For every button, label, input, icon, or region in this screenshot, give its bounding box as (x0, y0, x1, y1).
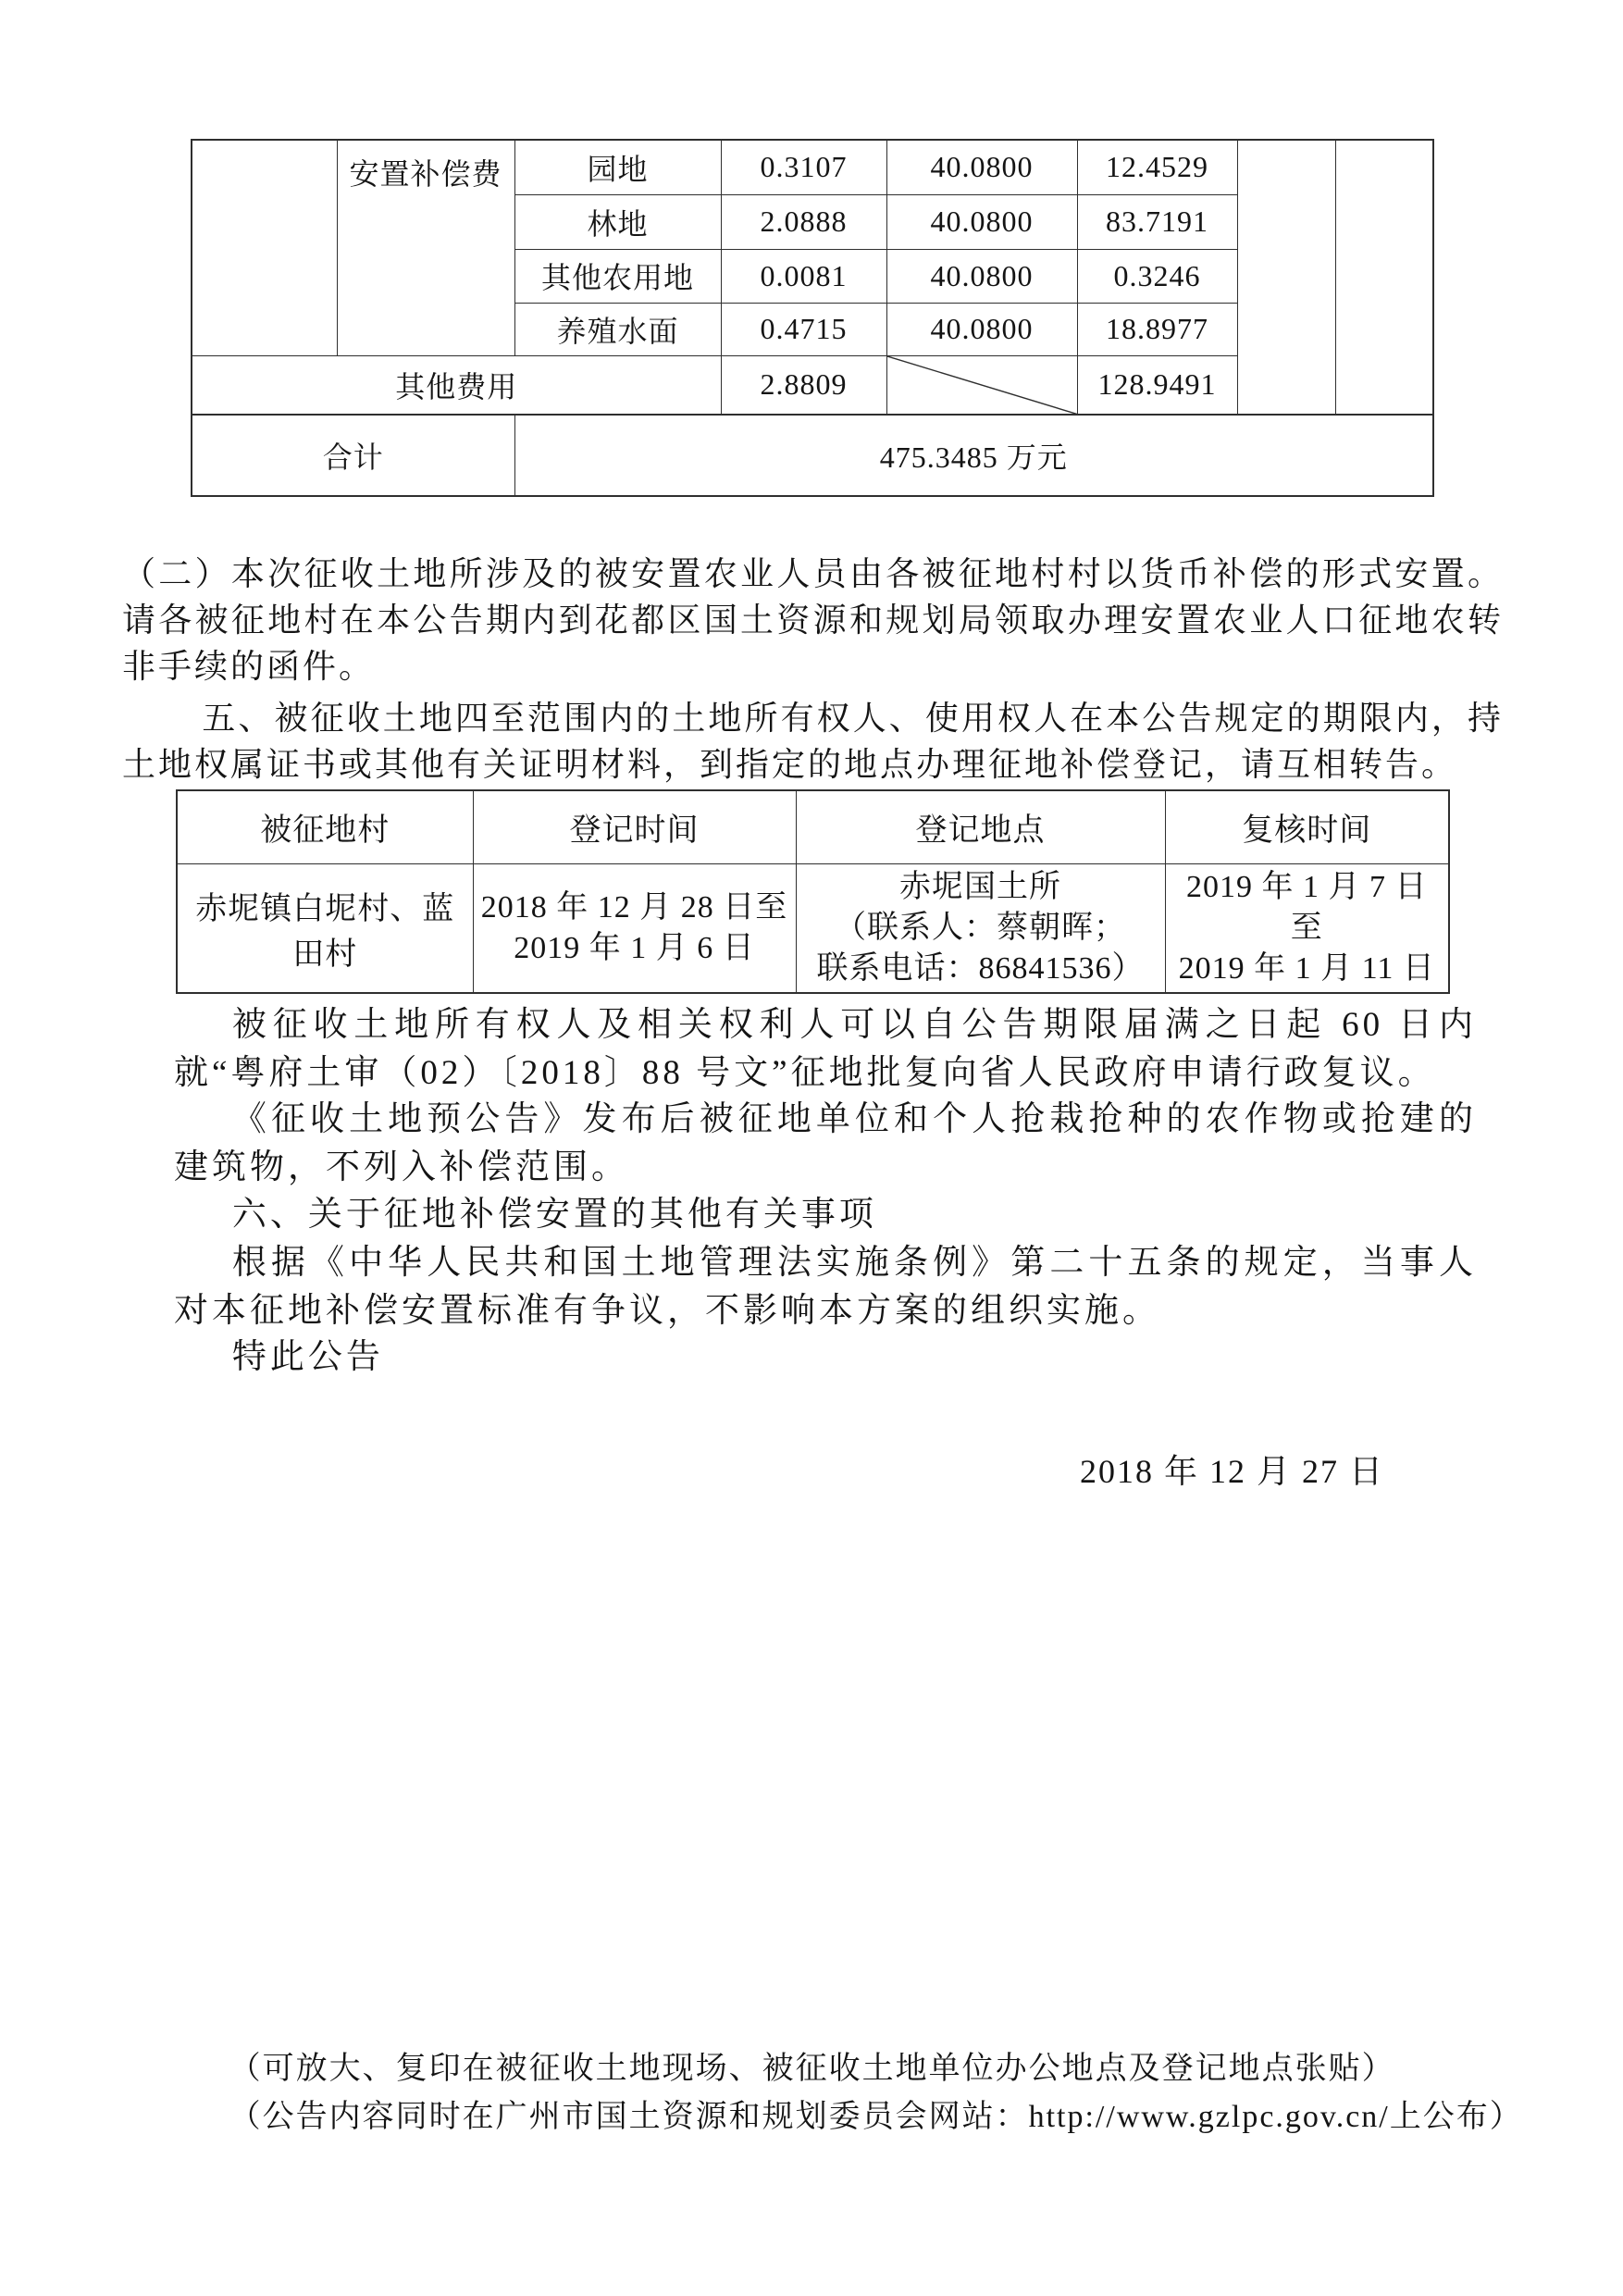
footnote-posting: （可放大、复印在被征收土地现场、被征收土地单位办公地点及登记地点张贴） (229, 2052, 1395, 2086)
paragraph-section-five: 五、被征收土地四至范围内的土地所有权人、使用权人在本公告规定的期限内，持土地权属证书或其他有关证明材料，到指定的地点办理征地补偿登记，请互相转告。 (122, 700, 1504, 783)
land-type-cell: 园地 (514, 140, 721, 194)
registration-place-cell (796, 863, 1165, 993)
total-value: 475.3485 万元 (514, 415, 1433, 496)
blank-cell (1335, 140, 1433, 415)
land-type-cell: 林地 (514, 194, 721, 249)
resettlement-fee-label: 安置补偿费 (337, 140, 514, 355)
blank-cell (192, 140, 337, 355)
standard-cell: 40.0800 (886, 140, 1077, 194)
review-time-cell (1165, 863, 1449, 993)
registration-header-row (177, 790, 1449, 863)
amount-cell: 12.4529 (1077, 140, 1237, 194)
standard-cell: 40.0800 (886, 249, 1077, 303)
area-cell: 0.0081 (721, 249, 886, 303)
paragraph-review-rights: 被征收土地所有权人及相关权利人可以自公告期限届满之日起 60 日内就“粤府土审（02）〔2018〕88 号文”征地批复向省人民政府申请行政复议。 (174, 1006, 1477, 1092)
land-type-cell: 养殖水面 (514, 303, 721, 355)
header-registration-place: 登记地点 (796, 790, 1165, 863)
other-fees-amount: 128.9491 (1077, 355, 1237, 415)
table-row (192, 140, 1433, 194)
footnotes (122, 2045, 1523, 2141)
paragraph-legal-basis: 根据《中华人民共和国土地管理法实施条例》第二十五条的规定，当事人对本征地补偿安置标准有争议，不影响本方案的组织实施。 (174, 1244, 1477, 1330)
registration-table (176, 789, 1450, 994)
review-time-line: 2019 年 1 月 11 日 (1178, 950, 1435, 986)
amount-cell: 83.7191 (1077, 194, 1237, 249)
compensation-table (191, 139, 1434, 497)
registration-time-line: 2018 年 12 月 28 日至 (480, 889, 788, 925)
header-registration-time: 登记时间 (473, 790, 796, 863)
total-label: 合计 (192, 415, 514, 496)
footnote-website: （公告内容同时在广州市国土资源和规划委员会网站：http://www.gzlpc.gov.cn/上公布） (229, 2100, 1523, 2134)
paragraph-resettlement: （二）本次征收土地所涉及的被安置农业人员由各被征地村村以货币补偿的形式安置。请各被征地村在本公告期内到花都区国土资源和规划局领取办理安置农业人口征地农转非手续的函件。 (122, 555, 1504, 685)
amount-cell: 0.3246 (1077, 249, 1237, 303)
other-fees-label: 其他费用 (192, 355, 721, 415)
blank-cell (1237, 140, 1335, 415)
land-type-cell: 其他农用地 (514, 249, 721, 303)
area-cell: 0.3107 (721, 140, 886, 194)
amount-cell: 18.8977 (1077, 303, 1237, 355)
registration-data-row (177, 863, 1449, 993)
area-cell: 0.4715 (721, 303, 886, 355)
registration-place-line: （联系人：蔡朝晖； (835, 910, 1126, 945)
registration-time-cell (473, 863, 796, 993)
header-village: 被征地村 (177, 790, 473, 863)
announcement-date: 2018 年 12 月 27 日 (1079, 1453, 1384, 1490)
total-row (192, 415, 1433, 496)
area-cell: 2.0888 (721, 194, 886, 249)
diagonal-line (887, 356, 1077, 415)
registration-time-line: 2019 年 1 月 6 日 (514, 930, 755, 965)
paragraph-hereby-announced: 特此公告 (231, 1338, 384, 1376)
standard-cell: 40.0800 (886, 194, 1077, 249)
header-review-time: 复核时间 (1165, 790, 1449, 863)
registration-place-line: 联系电话：86841536） (816, 950, 1145, 986)
review-time-line: 2019 年 1 月 7 日至 (1186, 869, 1428, 945)
diagonal-blank-cell (886, 355, 1077, 415)
village-cell: 赤坭镇白坭村、蓝田村 (177, 863, 473, 993)
other-fees-area: 2.8809 (721, 355, 886, 415)
paragraph-pre-announcement: 《征收土地预公告》发布后被征地单位和个人抢栽抢种的农作物或抢建的建筑物，不列入补偿范围。 (174, 1100, 1477, 1186)
paragraph-section-six: 六、关于征地补偿安置的其他有关事项 (231, 1196, 877, 1234)
standard-cell: 40.0800 (886, 303, 1077, 355)
registration-place-line: 赤坭国土所 (899, 869, 1061, 904)
